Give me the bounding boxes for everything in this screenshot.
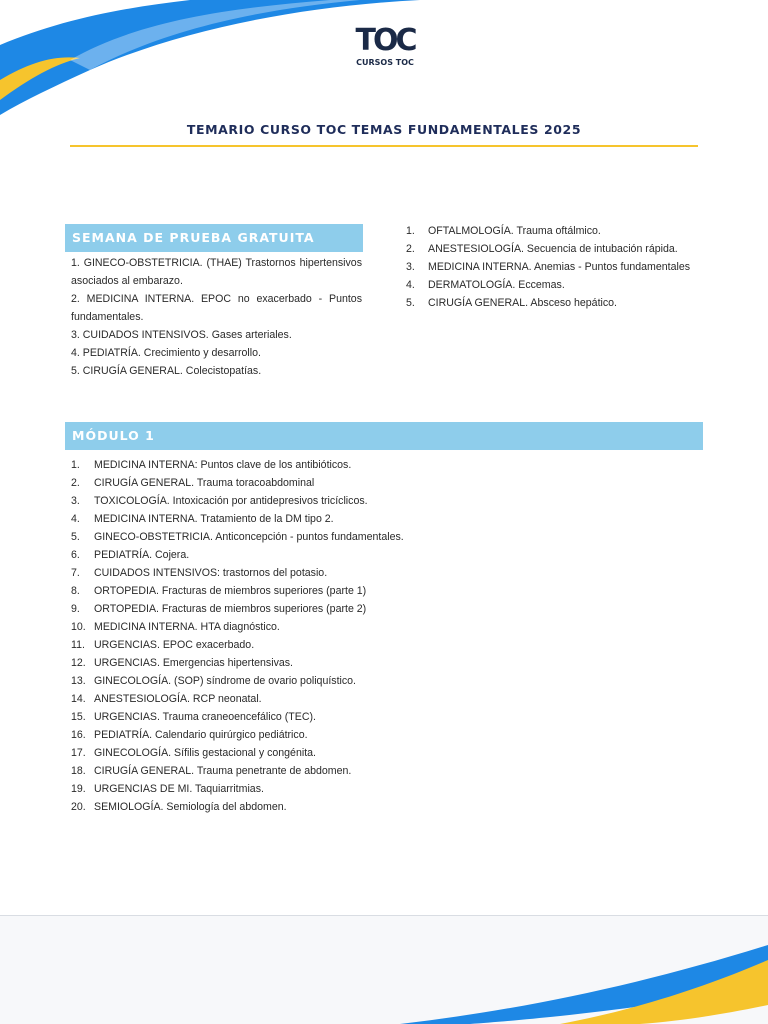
list-item — [71, 708, 691, 726]
item-text: OFTALMOLOGÍA. Trauma oftálmico. — [428, 225, 601, 237]
item-text: CIRUGÍA GENERAL. Trauma penetrante de abdomen. — [94, 765, 352, 777]
item-number: 5. — [406, 297, 415, 309]
logo-brand-text: CURSOS TOC — [356, 58, 414, 67]
list-item — [71, 654, 691, 672]
item-text: URGENCIAS. EPOC exacerbado. — [94, 639, 255, 651]
item-text: ANESTESIOLOGÍA. RCP neonatal. — [94, 693, 262, 705]
item-text: URGENCIAS. Trauma craneoencefálico (TEC). — [94, 711, 316, 723]
item-number: 5. — [71, 531, 80, 543]
item-text: CIRUGÍA GENERAL. Absceso hepático. — [428, 297, 618, 309]
free-week-heading: SEMANA DE PRUEBA GRATUITA — [65, 224, 363, 252]
list-item — [71, 780, 691, 798]
item-number: 12. — [71, 657, 86, 669]
module-1-heading: MÓDULO 1 — [65, 422, 703, 450]
item-text: MEDICINA INTERNA. Tratamiento de la DM tipo 2. — [94, 513, 334, 525]
list-item — [71, 582, 691, 600]
item-text: URGENCIAS DE MI. Taquiarritmias. — [94, 783, 264, 795]
free-week-continued-list — [406, 222, 697, 312]
list-item — [71, 510, 691, 528]
module-1-list — [71, 456, 691, 816]
list-item — [71, 564, 691, 582]
item-text: SEMIOLOGÍA. Semiología del abdomen. — [94, 801, 287, 813]
item-text: TOXICOLOGÍA. Intoxicación por antidepresivos tricíclicos. — [94, 495, 368, 507]
bottom-swoosh-decoration — [0, 915, 768, 1024]
list-item: 1. GINECO-OBSTETRICIA. (THAE) Trastornos hipertensivos asociados al embarazo. — [71, 257, 362, 287]
item-text: CUIDADOS INTENSIVOS: trastornos del potasio. — [94, 567, 328, 579]
item-number: 8. — [71, 585, 80, 597]
item-text: DERMATOLOGÍA. Eccemas. — [428, 279, 565, 291]
item-text: MEDICINA INTERNA. HTA diagnóstico. — [94, 621, 280, 633]
list-item — [71, 618, 691, 636]
item-number: 11. — [71, 639, 85, 651]
list-item — [71, 492, 691, 510]
list-item — [71, 672, 691, 690]
list-item — [71, 528, 691, 546]
item-text: GINECOLOGÍA. (SOP) síndrome de ovario poliquístico. — [94, 675, 356, 687]
logo — [349, 24, 421, 67]
item-text: GINECOLOGÍA. Sífilis gestacional y congénita. — [94, 747, 316, 759]
list-item — [71, 636, 691, 654]
item-number: 16. — [71, 729, 86, 741]
item-number: 7. — [71, 567, 80, 579]
item-text: GINECO-OBSTETRICIA. Anticoncepción - puntos fundamentales. — [94, 531, 404, 543]
item-text: CIRUGÍA GENERAL. Trauma toracoabdominal — [94, 477, 315, 489]
item-number: 6. — [71, 549, 80, 561]
item-number: 1. — [71, 459, 80, 471]
logo-mark: TOC — [355, 23, 415, 58]
item-number: 1. — [406, 225, 415, 237]
item-text: ANESTESIOLOGÍA. Secuencia de intubación rápida. — [428, 243, 678, 255]
item-number: 4. — [406, 279, 415, 291]
list-item — [71, 600, 691, 618]
item-number: 19. — [71, 783, 86, 795]
item-number: 20. — [71, 801, 86, 813]
item-number: 14. — [71, 693, 86, 705]
item-number: 9. — [71, 603, 80, 615]
item-number: 10. — [71, 621, 86, 633]
list-item — [71, 474, 691, 492]
document-title: TEMARIO CURSO TOC TEMAS FUNDAMENTALES 2025 — [186, 122, 582, 137]
item-text: PEDIATRÍA. Cojera. — [94, 549, 190, 561]
item-number: 2. — [71, 477, 80, 489]
free-week-list — [71, 254, 362, 380]
list-item — [406, 294, 697, 312]
list-item: 4. PEDIATRÍA. Crecimiento y desarrollo. — [71, 347, 261, 359]
list-item: 5. CIRUGÍA GENERAL. Colecistopatías. — [71, 365, 262, 377]
item-text: MEDICINA INTERNA: Puntos clave de los antibióticos. — [94, 459, 352, 471]
list-item — [71, 744, 691, 762]
list-item — [71, 726, 691, 744]
list-item — [71, 546, 691, 564]
item-number: 3. — [406, 261, 415, 273]
title-underline — [70, 145, 698, 147]
item-number: 18. — [71, 765, 86, 777]
item-text: PEDIATRÍA. Calendario quirúrgico pediátrico. — [94, 729, 308, 741]
list-item: 3. CUIDADOS INTENSIVOS. Gases arteriales. — [71, 329, 292, 341]
list-item — [406, 258, 697, 276]
list-item — [71, 762, 691, 780]
item-number: 3. — [71, 495, 80, 507]
item-number: 13. — [71, 675, 86, 687]
item-text: MEDICINA INTERNA. Anemias - Puntos fundamentales — [428, 261, 691, 273]
list-item — [406, 240, 697, 258]
item-number: 15. — [71, 711, 86, 723]
item-number: 17. — [71, 747, 86, 759]
list-item — [71, 798, 691, 816]
item-text: ORTOPEDIA. Fracturas de miembros superiores (parte 1) — [94, 585, 367, 597]
list-item — [71, 456, 691, 474]
list-item — [71, 690, 691, 708]
item-text: ORTOPEDIA. Fracturas de miembros superiores (parte 2) — [94, 603, 367, 615]
item-text: URGENCIAS. Emergencias hipertensivas. — [94, 657, 294, 669]
list-item — [406, 276, 697, 294]
item-number: 2. — [406, 243, 415, 255]
item-number: 4. — [71, 513, 80, 525]
list-item — [406, 222, 697, 240]
list-item: 2. MEDICINA INTERNA. EPOC no exacerbado - Puntos fundamentales. — [71, 293, 362, 323]
